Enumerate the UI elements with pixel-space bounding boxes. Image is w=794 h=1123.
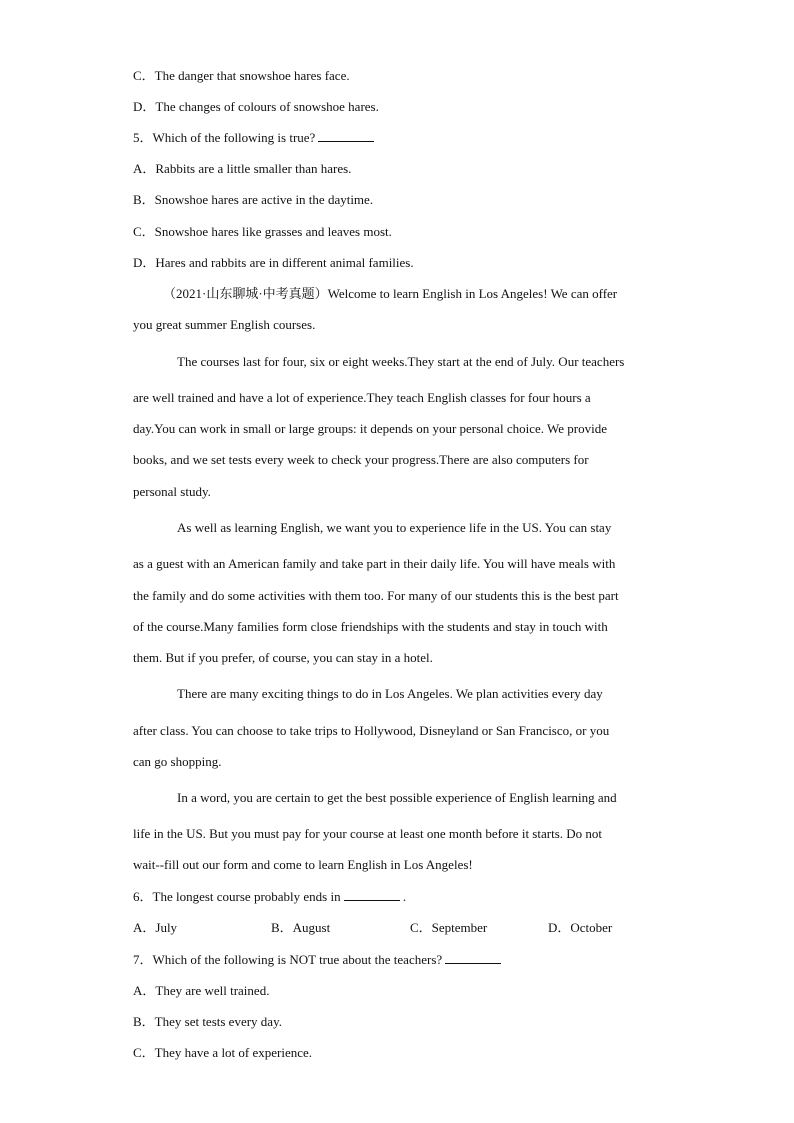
passage-line: can go shopping. <box>133 754 222 769</box>
q6-option-b: B．August <box>271 920 331 935</box>
passage-line: wait--fill out our form and come to learn English in Los Angeles! <box>133 857 473 872</box>
q7-option-c: C．They have a lot of experience. <box>133 1045 313 1060</box>
q7-option-b: B．They set tests every day. <box>133 1014 282 1029</box>
passage-line: are well trained and have a lot of experience.They teach English classes for four hours a <box>133 390 591 405</box>
q5-option-d: D．Hares and rabbits are in different animal families. <box>133 255 414 270</box>
passage-line: as a guest with an American family and take part in their daily life. You will have meals with <box>133 556 616 571</box>
q7-stem <box>133 952 501 968</box>
q6-option-d: D．October <box>548 920 613 935</box>
passage-line: after class. You can choose to take trips to Hollywood, Disneyland or San Francisco, or you <box>133 723 610 738</box>
q7-option-a: A．They are well trained. <box>133 983 270 998</box>
q5-option-a: A．Rabbits are a little smaller than hares. <box>133 161 352 176</box>
q6-answer-blank <box>344 889 400 901</box>
q5-option-b: B．Snowshoe hares are active in the daytime. <box>133 192 374 207</box>
q7-answer-blank <box>445 952 501 964</box>
passage-line: books, and we set tests every week to check your progress.There are also computers for <box>133 452 589 467</box>
passage-line: of the course.Many families form close friendships with the students and stay in touch with <box>133 619 608 634</box>
passage-source-line-2: you great summer English courses. <box>133 317 316 332</box>
passage-line: As well as learning English, we want you to experience life in the US. You can stay <box>177 520 612 535</box>
passage-line: the family and do some activities with them too. For many of our students this is the best part <box>133 588 619 603</box>
q5-stem-text: 5．Which of the following is true? <box>133 130 316 145</box>
passage-line: them. But if you prefer, of course, you can stay in a hotel. <box>133 650 433 665</box>
q6-option-c: C．September <box>410 920 488 935</box>
passage-line: The courses last for four, six or eight weeks.They start at the end of July. Our teachers <box>177 354 625 369</box>
passage-line: In a word, you are certain to get the best possible experience of English learning and <box>177 790 617 805</box>
passage-line: There are many exciting things to do in Los Angeles. We plan activities every day <box>177 686 603 701</box>
q5-stem <box>133 130 374 146</box>
passage-line: personal study. <box>133 484 211 499</box>
q7-stem-text: 7．Which of the following is NOT true about the teachers? <box>133 952 443 967</box>
q6-option-a: A．July <box>133 920 178 935</box>
q6-stem-text: 6．The longest course probably ends in <box>133 889 341 904</box>
q6-stem-end: . <box>402 889 407 904</box>
q5-answer-blank <box>318 130 374 142</box>
passage-line: life in the US. But you must pay for your course at least one month before it starts. Do not <box>133 826 602 841</box>
q4-option-c: C．The danger that snowshoe hares face. <box>133 68 350 83</box>
q6-stem <box>133 889 406 905</box>
q4-option-d: D．The changes of colours of snowshoe hares. <box>133 99 379 114</box>
q5-option-c: C．Snowshoe hares like grasses and leaves most. <box>133 224 392 239</box>
passage-source-line: （2021·山东聊城·中考真题）Welcome to learn English in Los Angeles! We can offer <box>163 286 618 301</box>
passage-line: day.You can work in small or large groups: it depends on your personal choice. We provide <box>133 421 607 436</box>
